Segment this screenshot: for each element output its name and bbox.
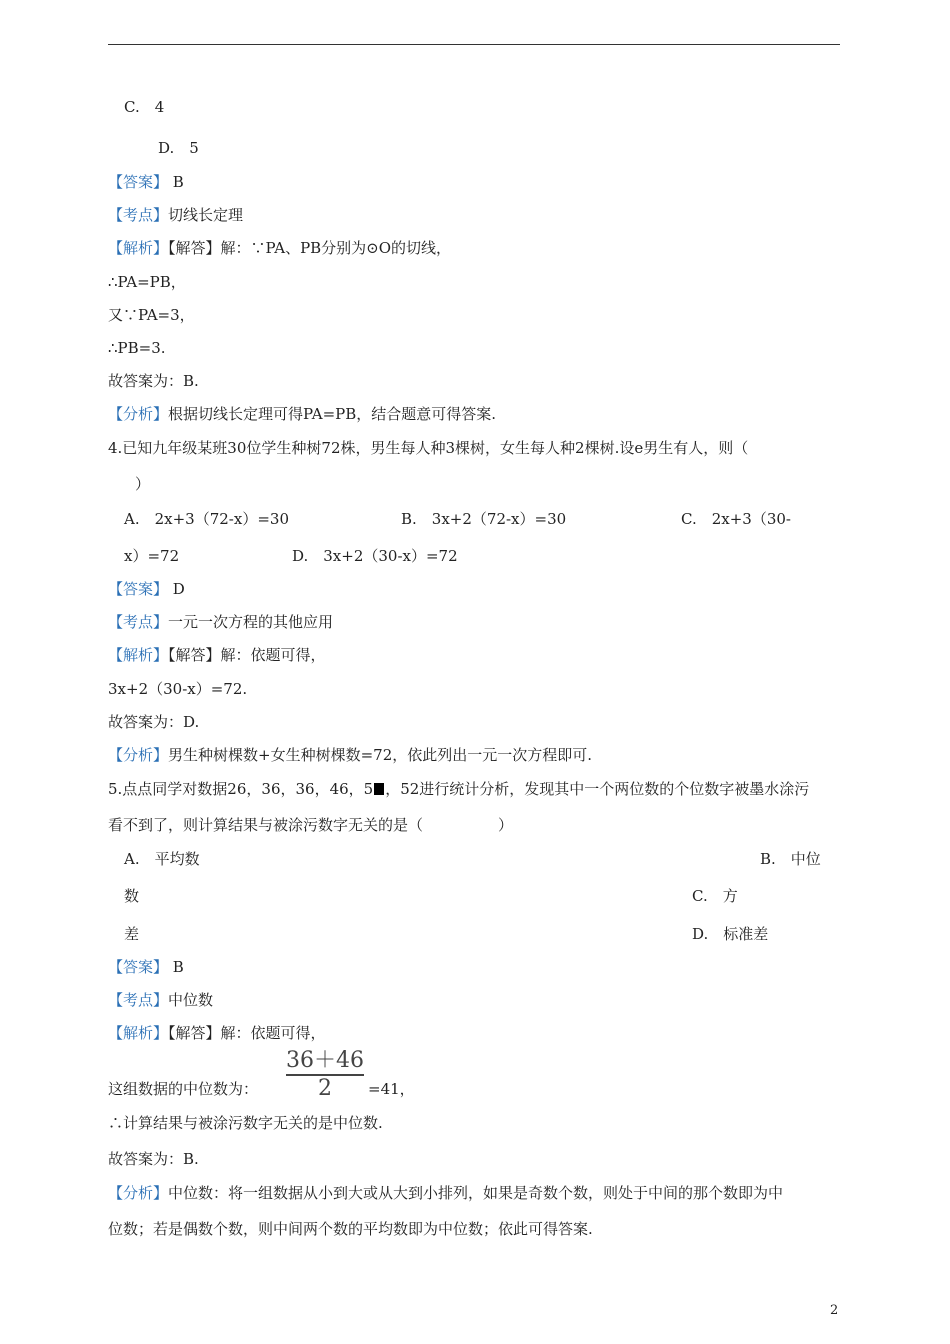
q4-option-d: D. 3x+2（30-x）=72: [292, 547, 458, 565]
q5-kaodian-line: [108, 990, 213, 1010]
jiexi-value: 【解答】解：依题可得，: [168, 646, 326, 664]
q5-stem-line2: 看不到了，则计算结果与被涂污数字无关的是（ ）: [108, 816, 514, 834]
q5-median-label: 这组数据的中位数为：: [108, 1080, 259, 1098]
q3-jiexi-line: [108, 238, 451, 258]
q5-option-d: D. 标准差: [692, 925, 769, 943]
q3-kaodian-line: [108, 205, 243, 225]
kaodian-tag: 【考点】: [108, 206, 169, 224]
kaodian-value: 切线长定理: [168, 206, 244, 224]
q5-option-b-cont: 数: [124, 887, 140, 905]
q4-kaodian-line: [108, 612, 333, 632]
q5-answer-line: [108, 957, 184, 977]
q3-step-3: ∴PB=3.: [108, 339, 166, 357]
q4-jiexi-line: [108, 645, 326, 665]
q4-option-c: C. 2x+3（30-: [681, 510, 791, 528]
q5-step-1: ∴计算结果与被涂污数字无关的是中位数.: [108, 1114, 383, 1132]
q5-conclusion: 故答案为：B.: [108, 1150, 199, 1168]
q4-option-c-cont: x）=72: [124, 547, 180, 565]
q3-step-1: ∴PA=PB，: [108, 273, 186, 291]
jiexi-value: 【解答】解：依题可得，: [168, 1024, 326, 1042]
q3-option-c: C. 4: [124, 98, 165, 116]
fenxi-tag: 【分析】: [108, 405, 169, 423]
q3-step-2: 又∵PA=3，: [108, 306, 195, 324]
fenxi-tag: 【分析】: [108, 1184, 169, 1202]
q5-stem-part2: ，52进行统计分析，发现其中一个两位数的个位数字被墨水涂污: [385, 780, 810, 798]
q5-fenxi-line: [108, 1183, 783, 1203]
q5-option-b: B. 中位: [760, 850, 821, 868]
kaodian-value: 中位数: [168, 991, 214, 1009]
kaodian-value: 一元一次方程的其他应用: [168, 613, 334, 631]
answer-value: B: [168, 958, 184, 976]
median-fraction: [285, 1050, 365, 1100]
q5-option-c: C. 方: [692, 887, 738, 905]
answer-value: D: [168, 580, 185, 598]
q4-stem-tail: ）: [135, 475, 151, 493]
kaodian-tag: 【考点】: [108, 991, 169, 1009]
q3-answer-line: [108, 172, 184, 192]
q5-option-a: A. 平均数: [124, 850, 200, 868]
page-number: 2: [830, 1303, 839, 1318]
fenxi-value: 男生种树棵数+女生种树棵数=72，依此列出一元一次方程即可.: [168, 746, 593, 764]
q4-conclusion: 故答案为：D.: [108, 713, 200, 731]
q4-equation: 3x+2（30-x）=72.: [108, 680, 248, 698]
jiexi-value: 【解答】解：∵PA、PB分别为⊙O的切线，: [168, 239, 452, 257]
q5-stem-part1: 5.点点同学对数据26，36，36，46，5: [108, 780, 374, 798]
q4-answer-line: [108, 579, 185, 599]
answer-value: B: [168, 173, 184, 191]
q4-option-a: A. 2x+3（72-x）=30: [124, 510, 289, 528]
q3-fenxi-line: [108, 404, 496, 424]
q5-fenxi-cont: 位数；若是偶数个数，则中间两个数的平均数即为中位数；依此可得答案.: [108, 1220, 593, 1238]
answer-tag: 【答案】: [108, 580, 169, 598]
jiexi-tag: 【解析】: [108, 646, 169, 664]
fenxi-tag: 【分析】: [108, 746, 169, 764]
ink-blot-icon: [374, 783, 384, 795]
jiexi-tag: 【解析】: [108, 239, 169, 257]
fenxi-value: 根据切线长定理可得PA=PB，结合题意可得答案.: [168, 405, 497, 423]
jiexi-tag: 【解析】: [108, 1024, 169, 1042]
q3-option-d: D. 5: [158, 139, 199, 157]
kaodian-tag: 【考点】: [108, 613, 169, 631]
fenxi-value: 中位数：将一组数据从小到大或从大到小排列，如果是奇数个数，则处于中间的那个数即为中: [168, 1184, 784, 1202]
q5-option-c-cont: 差: [124, 925, 140, 943]
answer-tag: 【答案】: [108, 958, 169, 976]
q4-fenxi-line: [108, 745, 592, 765]
header-rule: [108, 44, 840, 45]
q5-stem: [108, 779, 809, 799]
fraction-denominator: 2: [318, 1076, 332, 1101]
q5-jiexi-line: [108, 1023, 326, 1043]
q4-option-b: B. 3x+2（72-x）=30: [401, 510, 567, 528]
q5-median-result: =41，: [368, 1080, 415, 1098]
fraction-numerator: 36＋46: [286, 1048, 364, 1073]
q4-stem: 4.已知九年级某班30位学生种树72株，男生每人种3棵树，女生每人种2棵树.设e男生有人，则（: [108, 439, 749, 457]
answer-tag: 【答案】: [108, 173, 169, 191]
q3-conclusion: 故答案为：B.: [108, 372, 199, 390]
